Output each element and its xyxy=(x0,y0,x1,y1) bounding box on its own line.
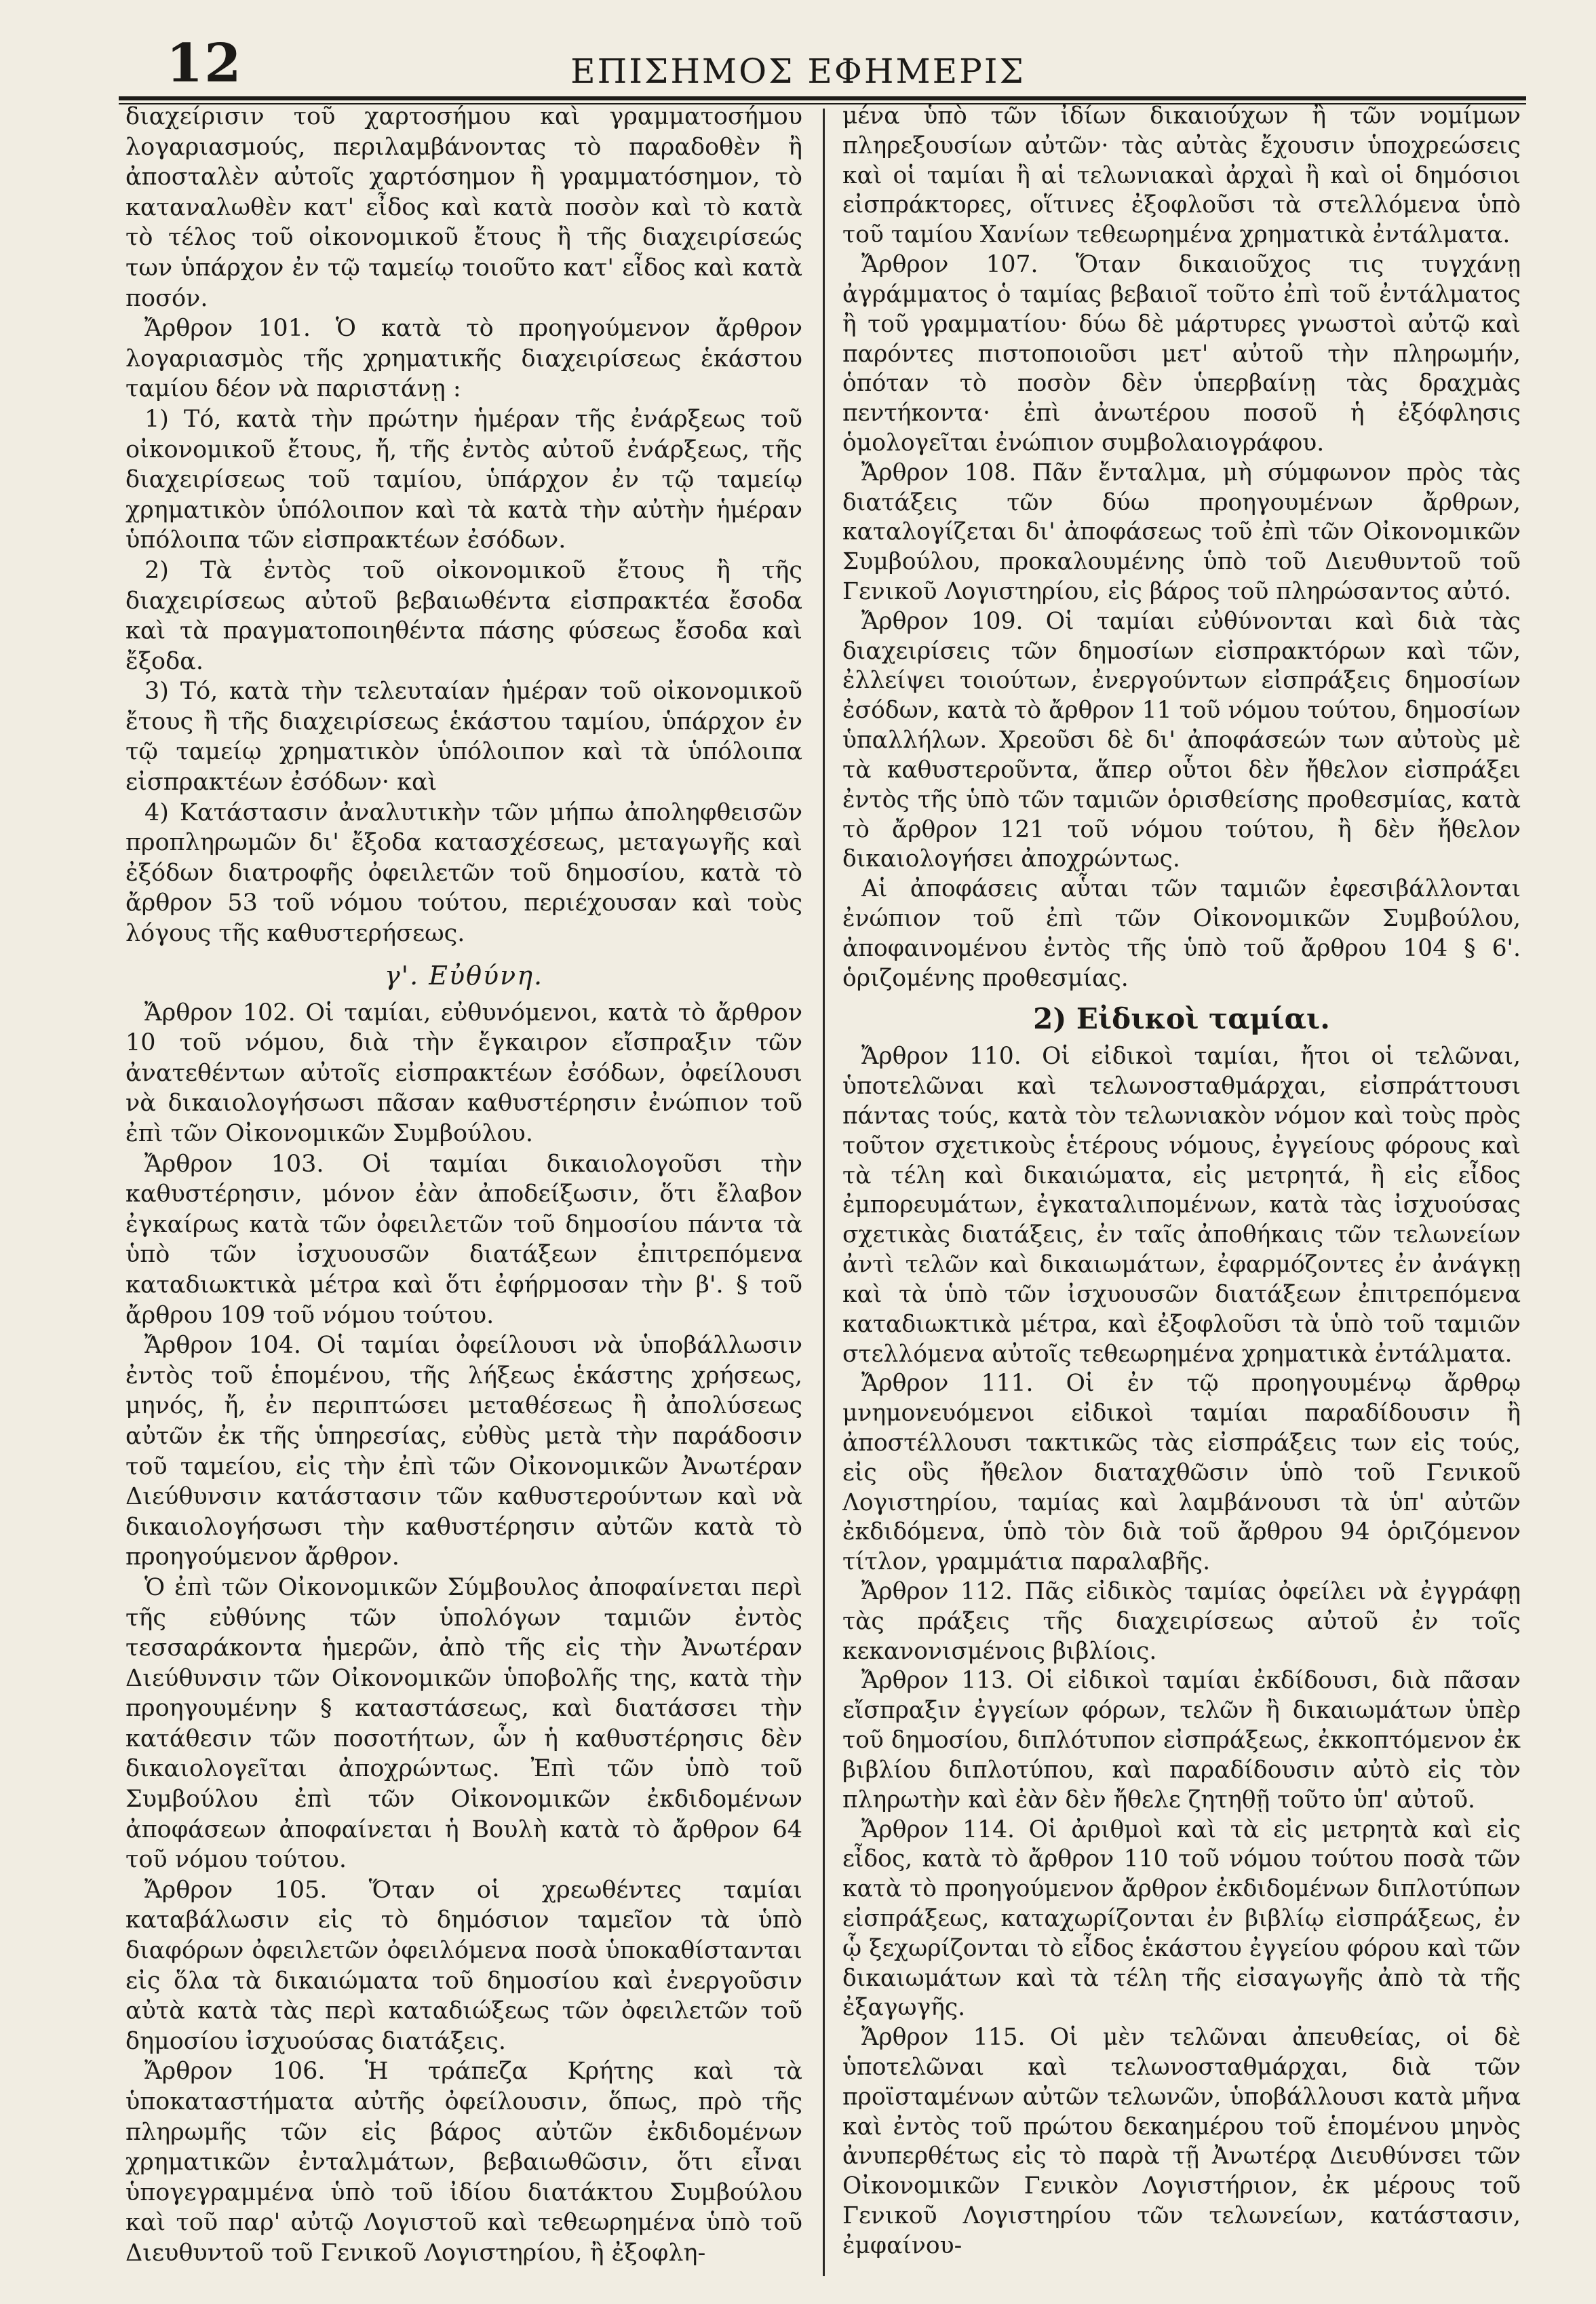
sub-heading: γ'. Εὐθύνη. xyxy=(384,960,544,991)
left-column xyxy=(125,102,802,2269)
section-heading: 2) Εἰδικοὶ ταμίαι. xyxy=(1033,1002,1330,1036)
article-111: Ἄρθρον 111. Οἱ ἐν τῷ προηγουμένῳ ἄρθρῳ μνημονευόμενοι εἰδικοὶ ταμίαι παραδίδουσιν ἢ ἀποστέλλουσι τακτικῶς τὰς εἰσπράξεις των εἰς τούς, εἰς οὓς ἤθελον διαταχθῶσιν ὑπὸ τοῦ Γενικοῦ Λογιστηρίου, ταμίας καὶ λαμβάνουσι τὰ ὑπ' αὐτῶν ἐκδιδόμενα, ὑπὸ τὸν διὰ τοῦ ἄρθρου 94 ὁριζόμενον τίτλον, γραμμάτια παραλαβῆς. xyxy=(842,1370,1521,1576)
article-109: Ἄρθρον 109. Οἱ ταμίαι εὐθύνονται καὶ διὰ τὰς διαχειρίσεις τῶν δημοσίων εἰσπρακτόρων καὶ τῶν, ἐλλείψει τοιούτων, ἐνεργούντων εἰσπράξεις δημοσίων ἐσόδων, κατὰ τὸ ἄρθρον 11 τοῦ νόμου τούτου, δημοσίων ὑπαλλήλων. Χρεοῦσι δὲ δι' ἀποφάσεών των αὐτοὺς μὲ τὰ καθυστεροῦντα, ἅπερ οὗτοι δὲν ἤθελον εἰσπράξει ἐντὸς τῆς ὑπὸ τῶν ταμιῶν ὁρισθείσης προθεσμίας, κατὰ τὸ ἄρθρον 121 τοῦ νόμου τούτου, ἢ δὲν ἤθελον δικαιολογήσει ἀποχρώντως. xyxy=(842,607,1521,873)
article-101: Ἄρθρον 101. Ὁ κατὰ τὸ προηγούμενον ἄρθρον λογαριασμὸς τῆς χρηματικῆς διαχειρίσεως ἑκάστου ταμίου δέον νὰ παριστάνῃ : xyxy=(125,315,802,403)
article-115: Ἄρθρον 115. Οἱ μὲν τελῶναι ἀπευθείας, οἱ δὲ ὑποτελῶναι καὶ τελωνοσταθμάρχαι, διὰ τῶν προϊσταμένων αὐτῶν τελωνῶν, ὑποβάλλουσι κατὰ μῆνα καὶ ἐντὸς τοῦ πρώτου δεκαημέρου τοῦ ἑπομένου μηνὸς ἀνυπερθέτως εἰς τὸ παρὰ τῇ Ἀνωτέρᾳ Διευθύνσει τῶν Οἰκονομικῶν Γενικὸν Λογιστήριον, ἐκ μέρους τοῦ Γενικοῦ Λογιστηρίου τῶν τελωνείων, κατάστασιν, ἐμφαίνου- xyxy=(842,2024,1521,2259)
header-rule xyxy=(119,96,1526,100)
article-114: Ἄρθρον 114. Οἱ ἀριθμοὶ καὶ τὰ εἰς μετρητὰ καὶ εἰς εἶδος, κατὰ τὸ ἄρθρον 110 τοῦ νόμου τούτου ποσὰ τῶν κατὰ τὸ προηγούμενον ἄρθρον ἐκδιδομένων διπλοτύπων εἰσπράξεως, καταχωρίζονται ἐν βιβλίῳ εἰσπράξεως, ἐν ᾧ ξεχωρίζονται τὸ εἶδος ἑκάστου ἐγγείου φόρου καὶ τῶν δικαιωμάτων καὶ τὰ τέλη τῆς εἰσαγωγῆς ἀπὸ τὰ τῆς ἐξαγωγῆς. xyxy=(842,1816,1521,2022)
running-title: ΕΠΙΣΗΜΟΣ ΕΦΗΜΕΡΙΣ xyxy=(570,52,1026,91)
article-106: Ἄρθρον 106. Ἡ τράπεζα Κρήτης καὶ τὰ ὑποκαταστήματα αὐτῆς ὀφείλουσιν, ὅπως, πρὸ τῆς πληρωμῆς τῶν εἰς βάρος αὐτῶν ἐκδιδομένων χρηματικῶν ἐνταλμάτων, βεβαιωθῶσιν, ὅτι εἶναι ὑπογεγραμμένα ὑπὸ τοῦ ἰδίου διατάκτου Συμβούλου καὶ τοῦ παρ' αὐτῷ Λογιστοῦ καὶ τεθεωρημένα ὑπὸ τοῦ Διευθυντοῦ τοῦ Γενικοῦ Λογιστηρίου, ἢ ἐξοφλη- xyxy=(125,2058,802,2267)
paragraph: μένα ὑπὸ τῶν ἰδίων δικαιούχων ἢ τῶν νομίμων πληρεξουσίων αὐτῶν· τὰς αὐτὰς ἔχουσιν ὑποχρεώσεις καὶ οἱ ταμίαι ἢ αἱ τελωνιακαὶ ἀρχαὶ ἢ καὶ οἱ δημόσιοι εἰσπράκτορες, οἵτινες ἐξοφλοῦσι τὰ στελλόμενα ὑπὸ τοῦ ταμίου Χανίων τεθεωρημένα χρηματικὰ ἐντάλματα. xyxy=(842,102,1521,249)
column-divider xyxy=(823,109,825,2276)
list-item: 3) Τό, κατὰ τὴν τελευταίαν ἡμέραν τοῦ οἰκονομικοῦ ἔτους ἢ τῆς διαχειρίσεως ἑκάστου ταμίου, ὑπάρχον ἐν τῷ ταμείῳ χρηματικὸν ὑπόλοιπον καὶ τὰ ὑπόλοιπα εἰσπρακτέων ἐσόδων· καὶ xyxy=(125,678,802,796)
article-103: Ἄρθρον 103. Οἱ ταμίαι δικαιολογοῦσι τὴν καθυστέρησιν, μόνον ἐὰν ἀποδείξωσιν, ὅτι ἔλαβον ἐγκαίρως κατὰ τῶν ὀφειλετῶν τοῦ δημοσίου πάντα τὰ ὑπὸ τῶν ἰσχυουσῶν διατάξεων ἐπιτρεπόμενα καταδιωκτικὰ μέτρα καὶ ὅτι ἐφήρμοσαν τὴν β'. § τοῦ ἄρθρου 109 τοῦ νόμου τούτου. xyxy=(125,1150,802,1329)
article-107: Ἄρθρον 107. Ὅταν δικαιοῦχος τις τυγχάνῃ ἀγράμματος ὁ ταμίας βεβαιοῖ τοῦτο ἐπὶ τοῦ ἐντάλματος ἢ τοῦ γραμματίου· δύω δὲ μάρτυρες γνωστοὶ αὐτῷ καὶ παρόντες πιστοποιοῦσι μετ' αὐτοῦ τὴν πληρωμήν, ὁπόταν τὸ ποσὸν δὲν ὑπερβαίνῃ τὰς δραχμὰς πεντήκοντα· ἐπὶ ἀνωτέρου ποσοῦ ἡ ἐξόφλησις ὁμολογεῖται ἐνώπιον συμβολαιογράφου. xyxy=(842,251,1521,457)
list-item: 4) Κατάστασιν ἀναλυτικὴν τῶν μήπω ἀποληφθεισῶν προπληρωμῶν δι' ἔξοδα κατασχέσεως, μεταγωγῆς καὶ ἐξόδων διατροφῆς ὀφειλετῶν τοῦ δημοσίου, κατὰ τὸ ἄρθρον 53 τοῦ νόμου τούτου, περιέχουσαν καὶ τοὺς λόγους τῆς καθυστερήσεως. xyxy=(125,799,802,948)
list-item: 1) Τό, κατὰ τὴν πρώτην ἡμέραν τῆς ἐνάρξεως τοῦ οἰκονομικοῦ ἔτους, ἤ, τῆς ἐντὸς αὐτοῦ ἐνάρξεως, τῆς διαχειρίσεως τοῦ ταμίου, ὑπάρχον ἐν τῷ ταμείῳ χρηματικὸν ὑπόλοιπον καὶ τὰ κατὰ τὴν αὐτὴν ἡμέραν ὑπόλοιπα τῶν εἰσπρακτέων ἐσόδων. xyxy=(125,405,802,554)
article-104: Ἄρθρον 104. Οἱ ταμίαι ὀφείλουσι νὰ ὑποβάλλωσιν ἐντὸς τοῦ ἑπομένου, τῆς λήξεως ἑκάστης χρήσεως, μηνός, ἤ, ἐν περιπτώσει μεταθέσεως ἢ ἀπολύσεως αὐτῶν ἐκ τῆς ὑπηρεσίας, εὐθὺς μετὰ τὴν παράδοσιν τοῦ ταμείου, εἰς τὴν ἐπὶ τῶν Οἰκονομικῶν Ἀνωτέραν Διεύθυνσιν κατάστασιν τῶν καθυστερούντων καὶ νὰ δικαιολογήσωσι τὴν καθυστέρησιν αὐτῶν κατὰ τὸ προηγούμενον ἄρθρον. xyxy=(125,1332,802,1571)
paragraph: διαχείρισιν τοῦ χαρτοσήμου καὶ γραμματοσήμου λογαριασμούς, περιλαμβάνοντας τὸ παραδοθὲν ἢ ἀποσταλὲν αὐτοῖς χαρτόσημον ἢ γραμματόσημον, τὸ καταναλωθὲν κατ' εἶδος καὶ κατὰ ποσὸν καὶ τὸ κατὰ τὸ τέλος τοῦ οἰκονομικοῦ ἔτους ἢ τῆς διαχειρίσεώς των ὑπάρχον ἐν τῷ ταμείῳ τοιοῦτο κατ' εἶδος καὶ κατὰ ποσόν. xyxy=(125,103,802,312)
article-112: Ἄρθρον 112. Πᾶς εἰδικὸς ταμίας ὀφείλει νὰ ἐγγράφῃ τὰς πράξεις τῆς διαχειρίσεως αὐτοῦ ἐν τοῖς κεκανονισμένοις βιβλίοις. xyxy=(842,1578,1521,1665)
right-column xyxy=(842,102,1521,2261)
article-108: Ἄρθρον 108. Πᾶν ἔνταλμα, μὴ σύμφωνον πρὸς τὰς διατάξεις τῶν δύω προηγουμένων ἄρθρων, καταλογίζεται δι' ἀποφάσεως τοῦ ἐπὶ τῶν Οἰκονομικῶν Συμβούλου, προκαλουμένης ὑπὸ τοῦ Διευθυντοῦ τοῦ Γενικοῦ Λογιστηρίου, εἰς βάρος τοῦ πληρώσαντος αὐτό. xyxy=(842,459,1521,605)
paragraph: Ὁ ἐπὶ τῶν Οἰκονομικῶν Σύμβουλος ἀποφαίνεται περὶ τῆς εὐθύνης τῶν ὑπολόγων ταμιῶν ἐντὸς τεσσαράκοντα ἡμερῶν, ἀπὸ τῆς εἰς τὴν Ἀνωτέραν Διεύθυνσιν τῶν Οἰκονομικῶν ὑποβολῆς της, κατὰ τὴν προηγουμένην § καταστάσεως, καὶ διατάσσει τὴν κατάθεσιν τῶν ποσοτήτων, ὧν ἡ καθυστέρησις δὲν δικαιολογεῖται ἀποχρώντως. Ἐπὶ τῶν ὑπὸ τοῦ Συμβούλου ἐπὶ τῶν Οἰκονομικῶν ἐκδιδομένων ἀποφάσεων ἀποφαίνεται ἡ Βουλὴ κατὰ τὸ ἄρθρον 64 τοῦ νόμου τούτου. xyxy=(125,1573,802,1874)
article-105: Ἄρθρον 105. Ὅταν οἱ χρεωθέντες ταμίαι καταβάλωσιν εἰς τὸ δημόσιον ταμεῖον τὰ ὑπὸ διαφόρων ὀφειλετῶν ὀφειλόμενα ποσὰ ὑποκαθίστανται εἰς ὅλα τὰ δικαιώματα τοῦ δημοσίου καὶ ἐνεργοῦσιν αὐτὰ κατὰ τὰς περὶ καταδιώξεως τῶν ὀφειλετῶν τοῦ δημοσίου ἰσχυούσας διατάξεις. xyxy=(125,1876,802,2055)
page-number: 12 xyxy=(166,33,243,94)
article-102: Ἄρθρον 102. Οἱ ταμίαι, εὐθυνόμενοι, κατὰ τὸ ἄρθρον 10 τοῦ νόμου, διὰ τὴν ἔγκαιρον εἴσπραξιν τῶν ἀνατεθέντων αὐτοῖς εἰσπρακτέων ἐσόδων, ὀφείλουσι νὰ δικαιολογήσωσι πᾶσαν καθυστέρησιν ἐνώπιον τοῦ ἐπὶ τῶν Οἰκονομικῶν Συμβούλου. xyxy=(125,999,802,1147)
article-113: Ἄρθρον 113. Οἱ εἰδικοὶ ταμίαι ἐκδίδουσι, διὰ πᾶσαν εἴσπραξιν ἐγγείων φόρων, τελῶν ἢ δικαιωμάτων ὑπὲρ τοῦ δημοσίου, διπλότυπον εἰσπράξεως, ἐκκοπτόμενον ἐκ βιβλίου διπλοτύπου, καὶ παραδίδουσιν αὐτὸ εἰς τὸν πληρωτὴν καὶ ἐὰν δὲν ἤθελε ζητηθῇ τοῦτο ὑπ' αὐτοῦ. xyxy=(842,1667,1521,1813)
list-item: 2) Τὰ ἐντὸς τοῦ οἰκονομικοῦ ἔτους ἢ τῆς διαχειρίσεως αὐτοῦ βεβαιωθέντα εἰσπρακτέα ἔσοδα καὶ τὰ πραγματοποιηθέντα πάσης φύσεως ἔσοδα καὶ ἔξοδα. xyxy=(125,556,802,675)
article-110: Ἄρθρον 110. Οἱ εἰδικοὶ ταμίαι, ἤτοι οἱ τελῶναι, ὑποτελῶναι καὶ τελωνοσταθμάρχαι, εἰσπράττουσι πάντας τούς, κατὰ τὸν τελωνιακὸν νόμον καὶ τοὺς πρὸς τοῦτον σχετικοὺς ἑτέρους νόμους, ἐγγείους φόρους καὶ τὰ τέλη καὶ δικαιώματα, εἰς μετρητά, ἢ εἰς εἶδος ἐμπορευμάτων, ἐγκαταλιπομένων, κατὰ τὰς ἰσχυούσας σχετικὰς διατάξεις, ἐν ταῖς ἀποθήκαις τῶν τελωνείων ἀντὶ τελῶν καὶ δικαιωμάτων, ἐφαρμόζοντες ἐν ἀνάγκῃ καὶ τὰ ὑπὸ τῶν ἰσχυουσῶν διατάξεων ἐπιτρεπόμενα καταδιωκτικὰ μέτρα, καὶ ἐξοφλοῦσι τὰ ὑπὸ τοῦ ταμιῶν στελλόμενα αὐτοῖς τεθεωρημένα χρηματικὰ ἐντάλματα. xyxy=(842,1043,1521,1368)
paragraph: Αἱ ἀποφάσεις αὗται τῶν ταμιῶν ἐφεσιβάλλονται ἐνώπιον τοῦ ἐπὶ τῶν Οἰκονομικῶν Συμβούλου, ἀποφαινομένου ἐντὸς τῆς ὑπὸ τοῦ ἄρθρου 104 § 6'. ὁριζομένης προθεσμίας. xyxy=(842,875,1521,992)
